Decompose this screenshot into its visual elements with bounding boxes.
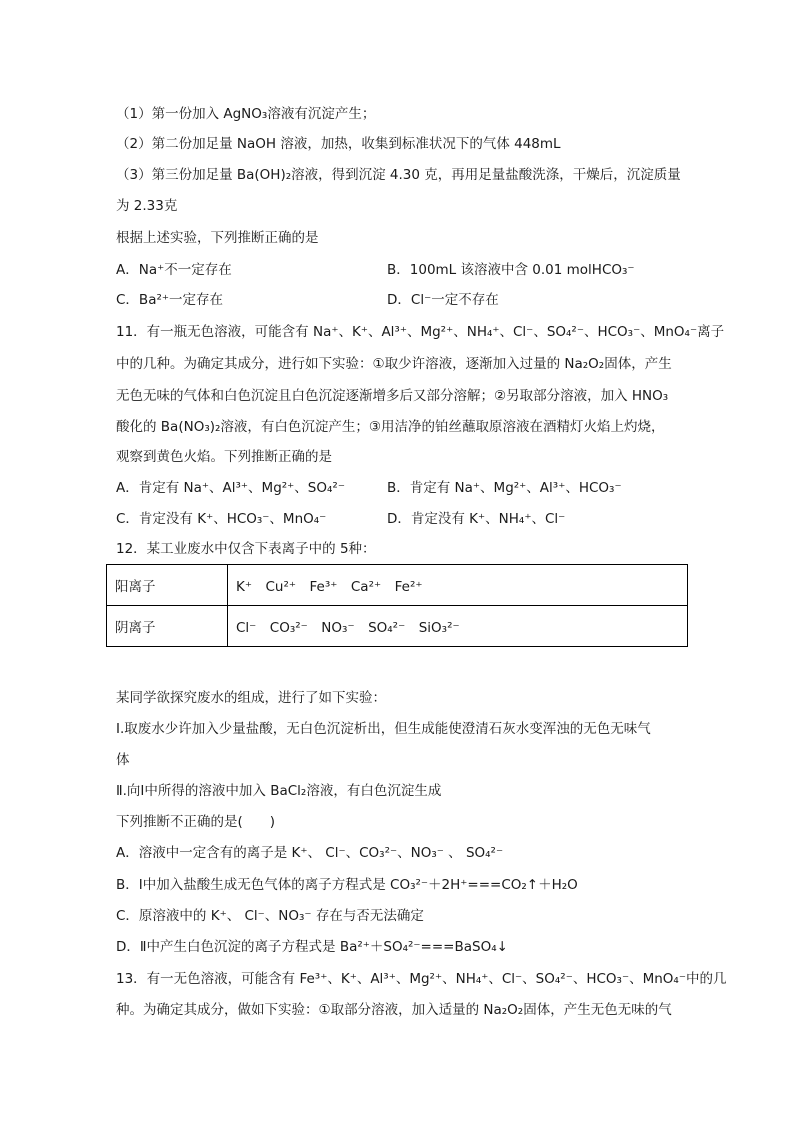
option-d: D．Ⅱ中产生白色沉淀的离子方程式是 Ba²⁺＋SO₄²⁻===BaSO₄↓ [116,939,508,955]
question-11-line: 无色无味的气体和白色沉淀且白色沉淀逐渐增多后又部分溶解；②另取部分溶液，加入 HNO₃ [116,388,669,404]
option-d: D．肯定没有 K⁺、NH₄⁺、Cl⁻ [387,511,566,527]
question-11-line: 中的几种。为确定其成分，进行如下实验：①取少许溶液，逐渐加入过量的 Na₂O₂固体，产生 [116,356,672,372]
question-11-line: 观察到黄色火焰。下列推断正确的是 [116,449,332,465]
option-b: B．Ⅰ中加入盐酸生成无色气体的离子方程式是 CO₃²⁻＋2H⁺===CO₂↑＋H₂O [116,877,578,893]
question-prompt: 根据上述实验，下列推断正确的是 [116,230,319,246]
text-line: （1）第一份加入 AgNO₃溶液有沉淀产生； [116,106,376,122]
option-c: C．肯定没有 K⁺、HCO₃⁻、MnO₄⁻ [116,511,327,527]
text-line: Ⅰ.取废水少许加入少量盐酸，无白色沉淀析出，但生成能使澄清石灰水变浑浊的无色无味气 [116,721,651,737]
option-c: C．原溶液中的 K⁺、 Cl⁻、NO₃⁻ 存在与否无法确定 [116,908,424,924]
text-line: 某同学欲探究废水的组成，进行了如下实验： [116,690,386,706]
question-12-line: 12．某工业废水中仅含下表离子中的 5种： [116,541,376,557]
text-line: 体 [116,752,130,768]
question-13-line: 种。为确定其成分，做如下实验：①取部分溶液，加入适量的 Na₂O₂固体，产生无色无味的气 [116,1002,672,1018]
table-row [107,606,688,647]
table-cell-label: 阳离子 [107,565,228,606]
ion-table [106,564,688,647]
text-line: （3）第三份加足量 Ba(OH)₂溶液，得到沉淀 4.30 克，再用足量盐酸洗涤，干燥后，沉淀质量 [116,167,681,183]
text-line: 为 2.33克 [116,198,178,214]
option-c: C．Ba²⁺一定存在 [116,292,223,308]
text-line: （2）第二份加足量 NaOH 溶液，加热，收集到标准状况下的气体 448mL [116,136,561,152]
question-13-line: 13．有一无色溶液，可能含有 Fe³⁺、K⁺、Al³⁺、Mg²⁺、NH₄⁺、Cl⁻、SO₄²⁻、HCO₃⁻、MnO₄⁻中的几 [116,971,727,987]
option-a: A．溶液中一定含有的离子是 K⁺、 Cl⁻、CO₃²⁻、NO₃⁻ 、 SO₄²⁻ [116,845,504,861]
question-11-line: 酸化的 Ba(NO₃)₂溶液，有白色沉淀产生；③用洁净的铂丝蘸取原溶液在酒精灯火焰上灼烧， [116,419,665,435]
question-11-line: 11．有一瓶无色溶液，可能含有 Na⁺、K⁺、Al³⁺、Mg²⁺、NH₄⁺、Cl⁻、SO₄²⁻、HCO₃⁻、MnO₄⁻离子 [116,324,725,340]
table-cell-ions: K⁺ Cu²⁺ Fe³⁺ Ca²⁺ Fe²⁺ [228,565,688,606]
table-cell-ions: Cl⁻ CO₃²⁻ NO₃⁻ SO₄²⁻ SiO₃²⁻ [228,606,688,647]
question-prompt: 下列推断不正确的是( ) [116,814,276,830]
table-cell-label: 阴离子 [107,606,228,647]
text-line: Ⅱ.向Ⅰ中所得的溶液中加入 BaCl₂溶液，有白色沉淀生成 [116,783,442,799]
option-a: A．Na⁺不一定存在 [116,262,232,278]
option-a: A．肯定有 Na⁺、Al³⁺、Mg²⁺、SO₄²⁻ [116,480,345,496]
option-b: B．肯定有 Na⁺、Mg²⁺、Al³⁺、HCO₃⁻ [387,480,622,496]
option-b: B．100mL 该溶液中含 0.01 molHCO₃⁻ [387,262,635,278]
option-d: D．Cl⁻一定不存在 [387,292,499,308]
table-row [107,565,688,606]
